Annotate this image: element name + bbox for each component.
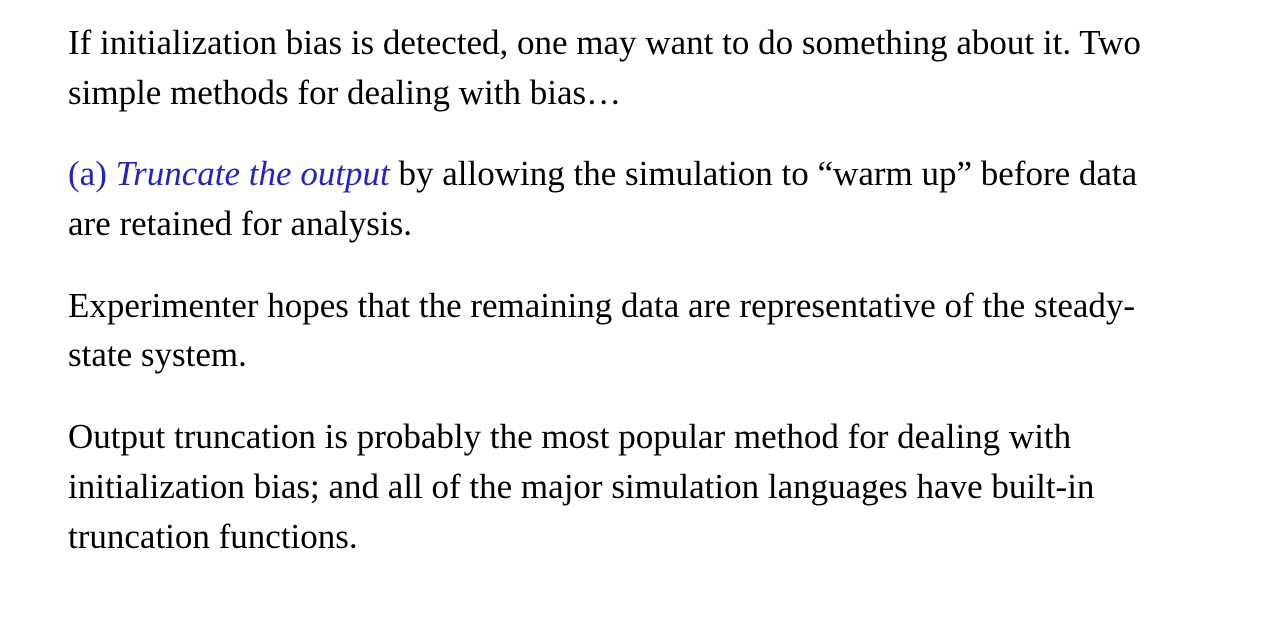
- method-a-text: by allowing the simulation to “warm up” before data are retained for analysis.: [68, 154, 1138, 244]
- paragraph-hope: [68, 281, 1180, 380]
- method-label: (a): [68, 154, 107, 194]
- paragraph-popularity: [68, 412, 1180, 561]
- paragraph-intro: [68, 18, 1180, 117]
- paragraph-method-a: [68, 149, 1180, 248]
- paragraph-intro-text: If initialization bias is detected, one may want to do something about it. Two simple methods for dealing with bias…: [68, 23, 1141, 112]
- paragraph-hope-text: Experimenter hopes that the remaining data are representative of the steady-state system.: [68, 285, 1136, 375]
- method-emphasis: Truncate the output: [115, 154, 390, 194]
- paragraph-popularity-text: Output truncation is probably the most popular method for dealing with initialization bias; and all of the major simulation languages have built-in truncation functions.: [68, 417, 1095, 556]
